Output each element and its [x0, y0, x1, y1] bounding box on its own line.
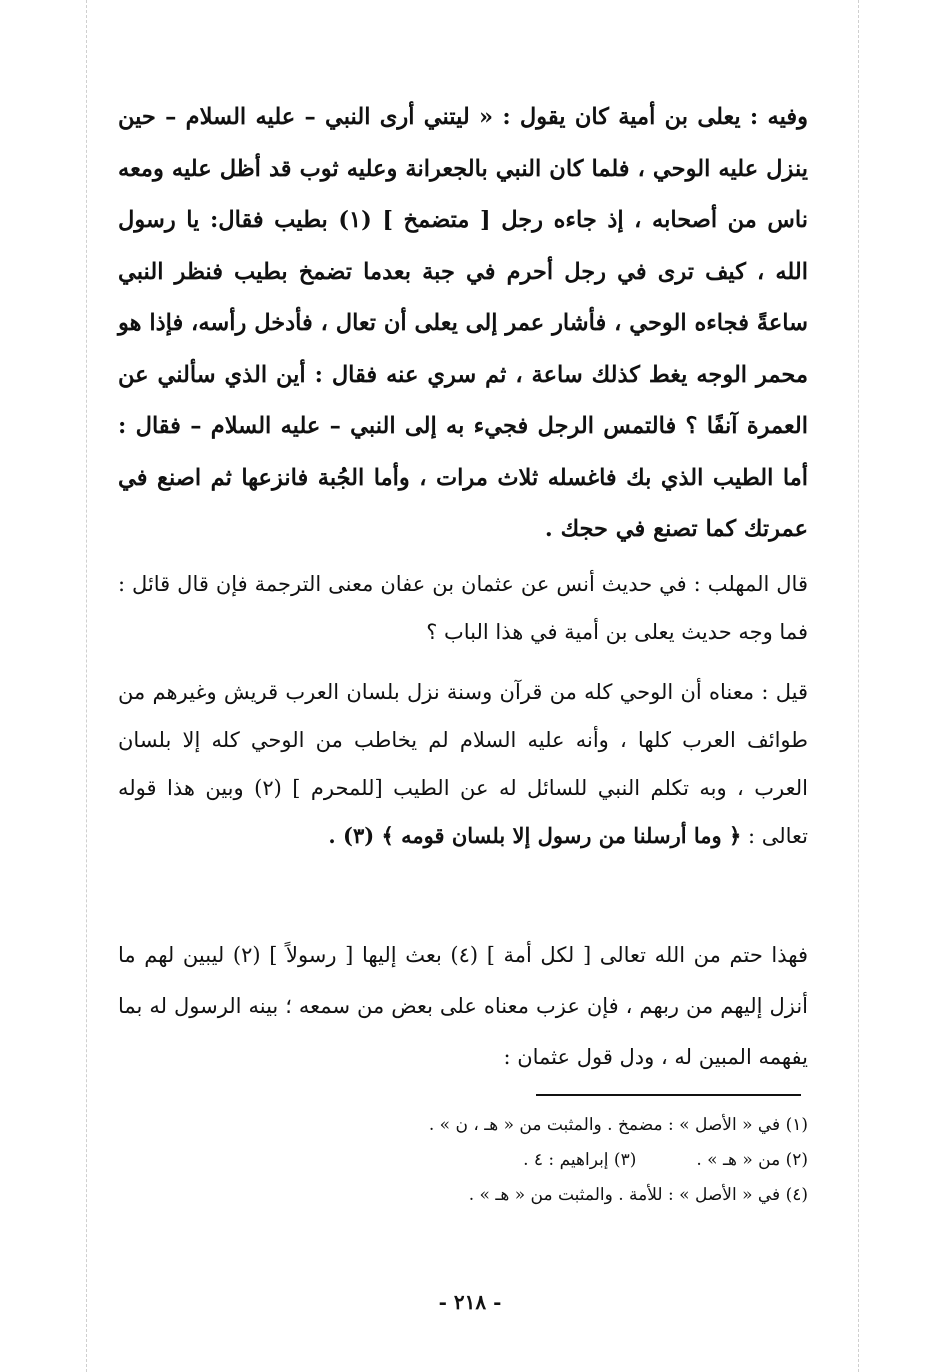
answer-paragraph	[118, 668, 808, 860]
muhallab-paragraph: قال المهلب : في حديث أنس عن عثمان بن عفان معنى الترجمة فإن قال قائل : فما وجه حديث يعلى بن أمية في هذا الباب ؟	[118, 572, 808, 644]
hadith-paragraph: وفيه : يعلى بن أمية كان يقول : « ليتني أرى النبي – عليه السلام – حين ينزل عليه الوحي ، فلما كان النبي بالجعرانة وعليه ثوب قد أظل عليه ومعه ناس من أصحابه ، إذ جاءه رجل [ متضمخ ] (١) بطيب فقال: يا رسول الله ، كيف ترى في رجل أحرم في جبة بعدما تضمخ بطيب فنظر النبي ساعةً فجاءه الوحي ، فأشار عمر إلى يعلى أن تعال ، فأدخل رأسه، فإذا هو محمر الوجه يغط كذلك ساعة ، ثم سري عنه فقال : أين الذي سألني عن العمرة آنفًا ؟ فالتمس الرجل فجيء به إلى النبي – عليه السلام – فقال : أما الطيب الذي بك فاغسله ثلاث مرات ، وأما الجُبة فانزعها ثم اصنع في عمرتك كما تصنع في حجك .	[118, 104, 808, 542]
footnote-row-2-3	[118, 1143, 808, 1178]
footnotes	[118, 1108, 808, 1213]
footnote-3: (٣) إبراهيم : ٤ .	[523, 1150, 637, 1170]
conclusion-paragraph: فهذا حتم من الله تعالى [ لكل أمة ] (٤) بعث إليها [ رسولاً ] (٢) ليبين لهم ما أنزل إليهم من ربهم ، فإن عزب معناه على بعض من سمعه ؛ بينه الرسول له بما يفهمه المبين له ، ودل قول عثمان :	[118, 943, 808, 1069]
answer-text: قيل : معناه أن الوحي كله من قرآن وسنة نزل بلسان العرب قريش وغيرهم من طوائف العرب كلها ، وأنه عليه السلام لم يخاطب من الوحي كله إلا بلسان العرب ، وبه تكلم النبي للسائل له عن الطيب [للمحرم ] (٢) وبين هذا قوله تعالى :	[118, 680, 808, 848]
footnote-separator	[536, 1094, 801, 1096]
footnote-4: (٤) في « الأصل » : للأمة . والمثبت من « هـ » .	[468, 1185, 808, 1205]
page-number: - ٢١٨ -	[438, 1290, 502, 1314]
scan-guide-line-right	[858, 0, 859, 1372]
footnote-1: (١) في « الأصل » : مضمخ . والمثبت من « هـ ، ن » .	[428, 1115, 808, 1135]
quran-verse: ﴿ وما أرسلنا من رسول إلا بلسان قومه ﴾ (٣) .	[328, 823, 742, 848]
footnote-2: (٢) من « هـ » .	[696, 1150, 808, 1170]
scan-guide-line-left	[86, 0, 87, 1372]
